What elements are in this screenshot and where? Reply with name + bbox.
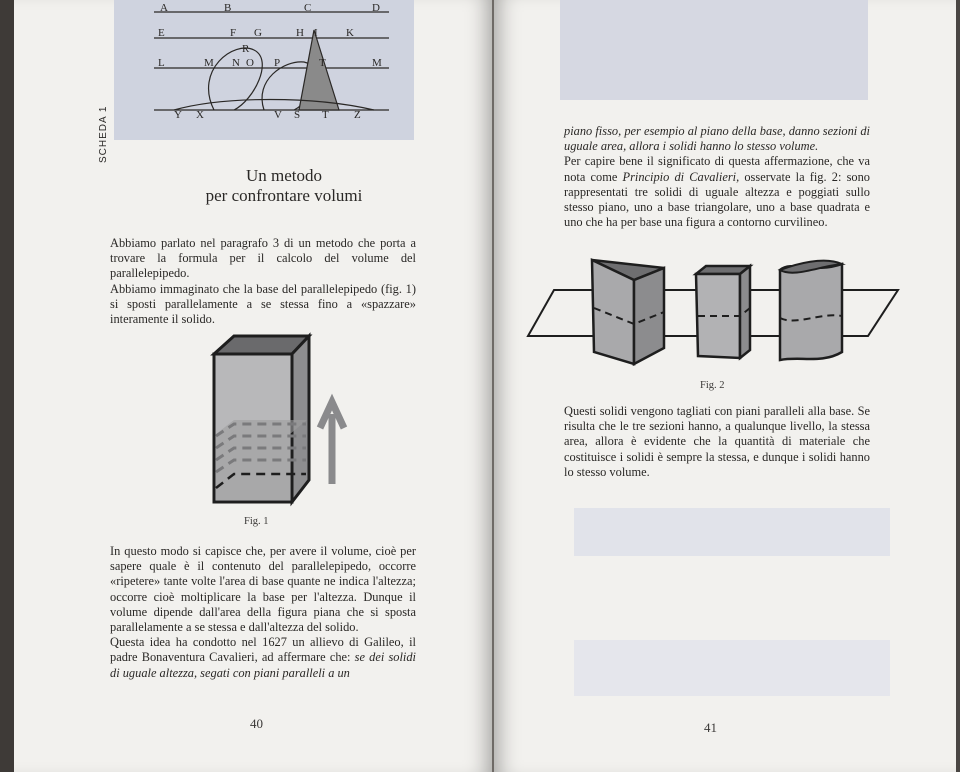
show-through-block — [560, 0, 868, 100]
paragraph: Abbiamo parlato nel paragrafo 3 di un metodo che porta a trovare la formula per il calcolo del volume del parallelepipedo. — [110, 236, 416, 281]
svg-text:H: H — [296, 27, 304, 39]
svg-text:Y: Y — [174, 109, 182, 121]
paragraph-italic — [564, 124, 870, 154]
svg-text:G: G — [254, 27, 262, 39]
svg-text:T: T — [319, 57, 326, 69]
title-line-1: Un metodo — [245, 166, 323, 185]
paragraph: Questi solidi vengono tagliati con piani paralleli alla base. Se risulta che le tre sezioni hanno, a qualunque livello, la stessa area, allora è evidente che la quantità di materiale che costituisce i solidi è sempre la stessa, e dunque i solidi hanno lo stesso volume. — [564, 404, 870, 479]
svg-text:S: S — [294, 109, 301, 121]
svg-text:F: F — [230, 27, 237, 39]
figure-2-caption: Fig. 2 — [700, 380, 725, 391]
paragraph — [564, 154, 870, 230]
svg-text:P: P — [274, 57, 281, 69]
cavalieri-principle-text — [564, 124, 870, 230]
svg-text:M: M — [372, 57, 382, 69]
svg-text:Z: Z — [354, 109, 361, 121]
svg-text:L: L — [158, 57, 165, 69]
page-number-right: 41 — [704, 720, 717, 735]
title-line-2: per confrontare volumi — [205, 186, 363, 205]
italic-text: se dei solidi di uguale altezza, segati con piani paralleli a un — [110, 650, 416, 680]
show-through-block — [574, 508, 890, 556]
intro-text — [110, 236, 416, 327]
plain-text: Per capire bene il significato di questa affermazione, che va nota come — [564, 154, 870, 184]
svg-text:T: T — [322, 109, 329, 121]
conclusion-text — [564, 404, 870, 480]
left-page — [14, 0, 492, 772]
figure-1-caption: Fig. 1 — [244, 516, 269, 527]
plain-text: osservate la fig. 2: sono rappresentati tre solidi di uguale altezza e poggiati sullo stesso piano, uno a base triangolare, uno a base quadrata e uno che ha per base una figura a contorno curvilineo. — [564, 169, 870, 230]
svg-text:D: D — [372, 2, 380, 14]
svg-text:V: V — [274, 109, 282, 121]
italic-text: piano fisso, per esempio al piano della base, danno sezioni di uguale area, allora i solidi hanno lo stesso volume. — [564, 124, 870, 154]
svg-text:E: E — [158, 27, 165, 39]
svg-text:M: M — [204, 57, 214, 69]
paragraph: In questo modo si capisce che, per avere il volume, cioè per sapere quale è il contenuto del parallelepipedo, occorre «ripetere» tante volte l'area di base quante ne indica l'altezza; occorre cioè moltiplicare la base per l'altezza. Dunque il volume dipende dall'area della figura piana che si sposta parallelamente a se stessa e dall'altezza del solido. — [110, 544, 416, 635]
svg-text:R: R — [242, 43, 250, 55]
paragraph-cavalieri-intro — [110, 635, 416, 681]
right-page — [494, 0, 956, 772]
svg-text:C: C — [304, 2, 312, 14]
svg-text:N: N — [232, 57, 240, 69]
svg-text:K: K — [346, 27, 354, 39]
svg-text:O: O — [246, 57, 254, 69]
explanation-text — [110, 544, 416, 681]
book-binding-edge — [0, 0, 14, 772]
plain-text: Questa idea ha condotto nel 1627 un allievo di Galileo, il padre Bonaventura Cavalieri, ad affermare che: — [110, 635, 416, 665]
three-solids-plane-illustration — [524, 252, 904, 378]
page-number-left: 40 — [250, 716, 263, 731]
paragraph: Abbiamo immaginato che la base del parallelepipedo (fig. 1) si sposti parallelamente a se stessa fino a «spazzare» interamente il solido. — [110, 281, 416, 327]
figure-1-parallelepiped — [204, 324, 384, 514]
italic-text: Principio di Cavalieri, — [622, 169, 740, 184]
section-title — [154, 166, 414, 206]
figure-2-three-solids — [524, 252, 904, 378]
section-side-label: SCHEDA 1 — [98, 105, 109, 163]
book-edge-right — [956, 0, 960, 772]
show-through-block — [574, 640, 890, 696]
svg-text:A: A — [160, 2, 168, 14]
svg-text:I: I — [314, 27, 318, 39]
svg-text:B: B — [224, 2, 232, 14]
svg-text:X: X — [196, 109, 204, 121]
header-historical-diagram — [114, 0, 414, 140]
parallelepiped-sweep-illustration — [204, 324, 384, 514]
cavalieri-woodcut-diagram — [114, 0, 414, 140]
